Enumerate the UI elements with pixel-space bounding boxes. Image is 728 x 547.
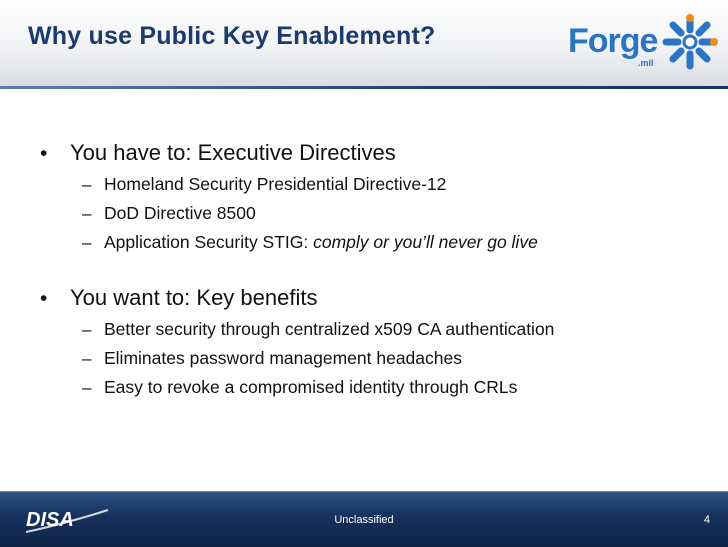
sub-bullet-emphasis: comply or you’ll never go live <box>313 232 538 252</box>
forge-mil-logo <box>568 12 718 72</box>
disa-logo-text: DISA <box>26 509 74 531</box>
header-divider <box>0 86 728 89</box>
bullet-item <box>40 285 700 311</box>
bullet-text: You have to: Executive Directives <box>70 140 396 165</box>
sub-bullet-item <box>82 377 700 398</box>
sub-bullet-list <box>82 174 700 253</box>
sub-bullet-item <box>82 348 700 369</box>
sub-bullet-text: Better security through centralized x509 CA authentication <box>104 319 555 339</box>
sub-bullet-text: Easy to revoke a compromised identity through CRLs <box>104 377 518 397</box>
bullet-item <box>40 140 700 166</box>
sub-bullet-item <box>82 203 700 224</box>
dash-marker: – <box>82 378 92 397</box>
sub-bullet-item <box>82 232 700 253</box>
slide-header <box>0 0 728 88</box>
dash-marker: – <box>82 349 92 368</box>
forge-logo-suffix: .mil <box>638 58 654 68</box>
sub-bullet-item <box>82 319 700 340</box>
sub-bullet-list <box>82 319 700 398</box>
sub-bullet-item <box>82 174 700 195</box>
slide-title: Why use Public Key Enablement? <box>28 22 436 50</box>
dash-marker: – <box>82 204 92 223</box>
bullet-marker: • <box>40 142 48 165</box>
bullet-marker: • <box>40 287 48 310</box>
forge-logo-wordmark: Forge <box>568 22 658 60</box>
sub-bullet-text: DoD Directive 8500 <box>104 203 256 223</box>
forge-starburst-icon <box>660 12 720 72</box>
dash-marker: – <box>82 175 92 194</box>
bullet-text: You want to: Key benefits <box>70 285 318 310</box>
page-number: 4 <box>703 514 710 526</box>
slide-content <box>40 140 700 406</box>
slide-footer <box>0 491 728 547</box>
classification-label: Unclassified <box>334 514 394 526</box>
sub-bullet-text: Homeland Security Presidential Directive-12 <box>104 174 447 194</box>
sub-bullet-text: Eliminates password management headaches <box>104 348 462 368</box>
dash-marker: – <box>82 233 92 252</box>
dash-marker: – <box>82 320 92 339</box>
sub-bullet-text: Application Security STIG: <box>104 232 314 252</box>
